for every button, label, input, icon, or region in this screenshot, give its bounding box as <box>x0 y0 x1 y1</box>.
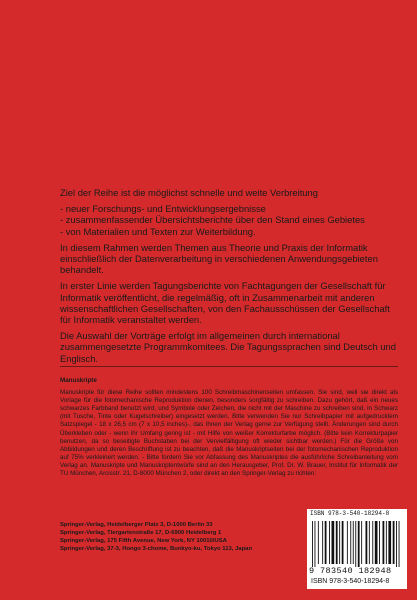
barcode-bar <box>336 521 338 564</box>
barcode-bar <box>375 521 378 564</box>
address-new-york: Springer-Verlag, 175 Fifth Avenue, New York, NY 10010/USA <box>60 538 227 545</box>
barcode-bar <box>332 521 335 564</box>
barcode-bar <box>386 521 387 564</box>
manuscript-body: Manuskripte für diese Reihe sollten mindestens 100 Schreibmaschinenseiten umfassen. Sie sind, weil sie direkt als Vorlage für die fotomechanische Reproduktion dienen, besonders sorgfältig zu schreiben. Dazu gehört, daß ein neues schwarzes Farbband benutzt wird, und Symbole oder Zeichen, die nicht mit der Maschine zu schreiben sind, in Schwarz (mit Tusche, Tinte oder Kugelschreiber) eingesetzt werden. Bitte verwenden Sie nur Schreibpapier mit aufgedrucktem Satzspiegel - 18 x 26,5 cm (7 x 10,5 inches)-, das Ihnen der Verlag gerne zur Verfügung stellt. Änderungen sind durch Überkleben oder - wenn ihr Umfang gering ist - mit Hilfe von weißer Korrekturfarbe möglich. (Bitte kein Korrekturpapier benutzen, da so beseitigte Buchstaben bei der Vervielfältigung oft wieder sichtbar werden.) Für die Größe von Abbildungen und deren Beschriftung ist zu beachten, daß die Manuskriptseiten bei der fotomechanischen Reproduktion auf 75% verkleinert werden. - Bitte fordern Sie vor Abfassung des Manuskriptes die ausführliche Schreibanleitung vom Verlag an. Manuskripte und Manuskriptentwürfe sind an den Herausgeber, Prof. Dr. W. Brauer, Institut für Informatik der TU München, Arcisstr. 21, D-8000 München 2, oder direkt an den Springer-Verlag zu richten: <box>60 389 398 478</box>
goal-item: - von Materialien und Texten zur Weiterbildung. <box>60 226 400 237</box>
barcode-bar <box>350 521 351 564</box>
address-berlin: Springer-Verlag, Heidelberger Platz 3, D-1000 Berlin 33 <box>60 522 213 528</box>
series-description <box>60 187 400 369</box>
barcode-bar <box>399 521 400 567</box>
barcode-bar <box>396 521 397 567</box>
address-heidelberg: Springer-Verlag, Tiergartenstraße 17, D-6900 Heidelberg 1 <box>60 530 222 537</box>
barcode-bar <box>358 521 360 567</box>
goal-list <box>60 203 400 237</box>
barcode-bar <box>339 521 340 564</box>
barcode-bar <box>388 521 391 564</box>
address-tokyo: Springer-Verlag, 37-3, Hongo 3-chome, Bunkyo-ku, Tokyo 113, Japan <box>60 546 253 553</box>
intro-paragraph-themes: In diesem Rahmen werden Themen aus Theorie und Praxis der Informatik einschließlich der Datenverarbeitung in verschiedenen Anwendungsgebieten behandelt. <box>60 241 378 276</box>
barcode-bar <box>342 521 344 564</box>
barcode-bar <box>383 521 385 564</box>
barcode-bar <box>366 521 368 564</box>
barcode-bar <box>329 521 330 564</box>
intro-lead: Ziel der Reihe ist die möglichst schnelle und weite Verbreitung <box>60 187 318 198</box>
ean-digits: 9 783540 182948 <box>309 566 392 576</box>
barcode-bar <box>361 521 362 564</box>
publisher-addresses <box>60 521 298 553</box>
isbn-barcode-label <box>307 509 407 589</box>
section-divider <box>60 366 398 367</box>
barcode-bar <box>355 521 356 567</box>
intro-paragraph-selection: Die Auswahl der Vorträge erfolgt im allgemeinen durch international zusammengesetzte Programmkomitees. Die Tagungssprachen sind Deutsch und Englisch. <box>60 330 396 364</box>
intro-paragraph-proceedings: In erster Linie werden Tagungsberichte von Fachtagungen der Gesellschaft für Informatik veröffentlicht, die regelmäßig, oft in Zusammenarbeit mit anderen wissenschaftlichen Gesellschaften, von den Fachausschüssen der Gesellschaft für Informatik veranstaltet werden. <box>60 280 390 326</box>
barcode-bar <box>315 521 316 567</box>
barcode-bar <box>369 521 370 564</box>
barcode-bar <box>372 521 373 564</box>
barcode-bar <box>322 521 323 564</box>
goal-item: - neuer Forschungs- und Entwicklungsergebnisse <box>60 203 400 214</box>
barcode-bar <box>347 521 348 564</box>
isbn-top-text: ISBN 978-3-540-18294-8 <box>310 510 390 517</box>
barcode-bar <box>353 521 354 564</box>
barcode-bar <box>393 521 395 564</box>
barcode-bar <box>312 521 313 567</box>
manuscript-title: Manuskripte <box>60 377 97 384</box>
isbn-bottom-text: ISBN 978-3-540-18294-8 <box>311 578 390 585</box>
manuscript-section <box>60 377 398 478</box>
barcode-icon <box>311 521 403 567</box>
barcode-bar <box>379 521 380 564</box>
barcode-bar <box>325 521 327 564</box>
barcode-bar <box>318 521 319 564</box>
goal-item: - zusammenfassender Übersichtsberichte über den Stand eines Gebietes <box>60 214 400 225</box>
